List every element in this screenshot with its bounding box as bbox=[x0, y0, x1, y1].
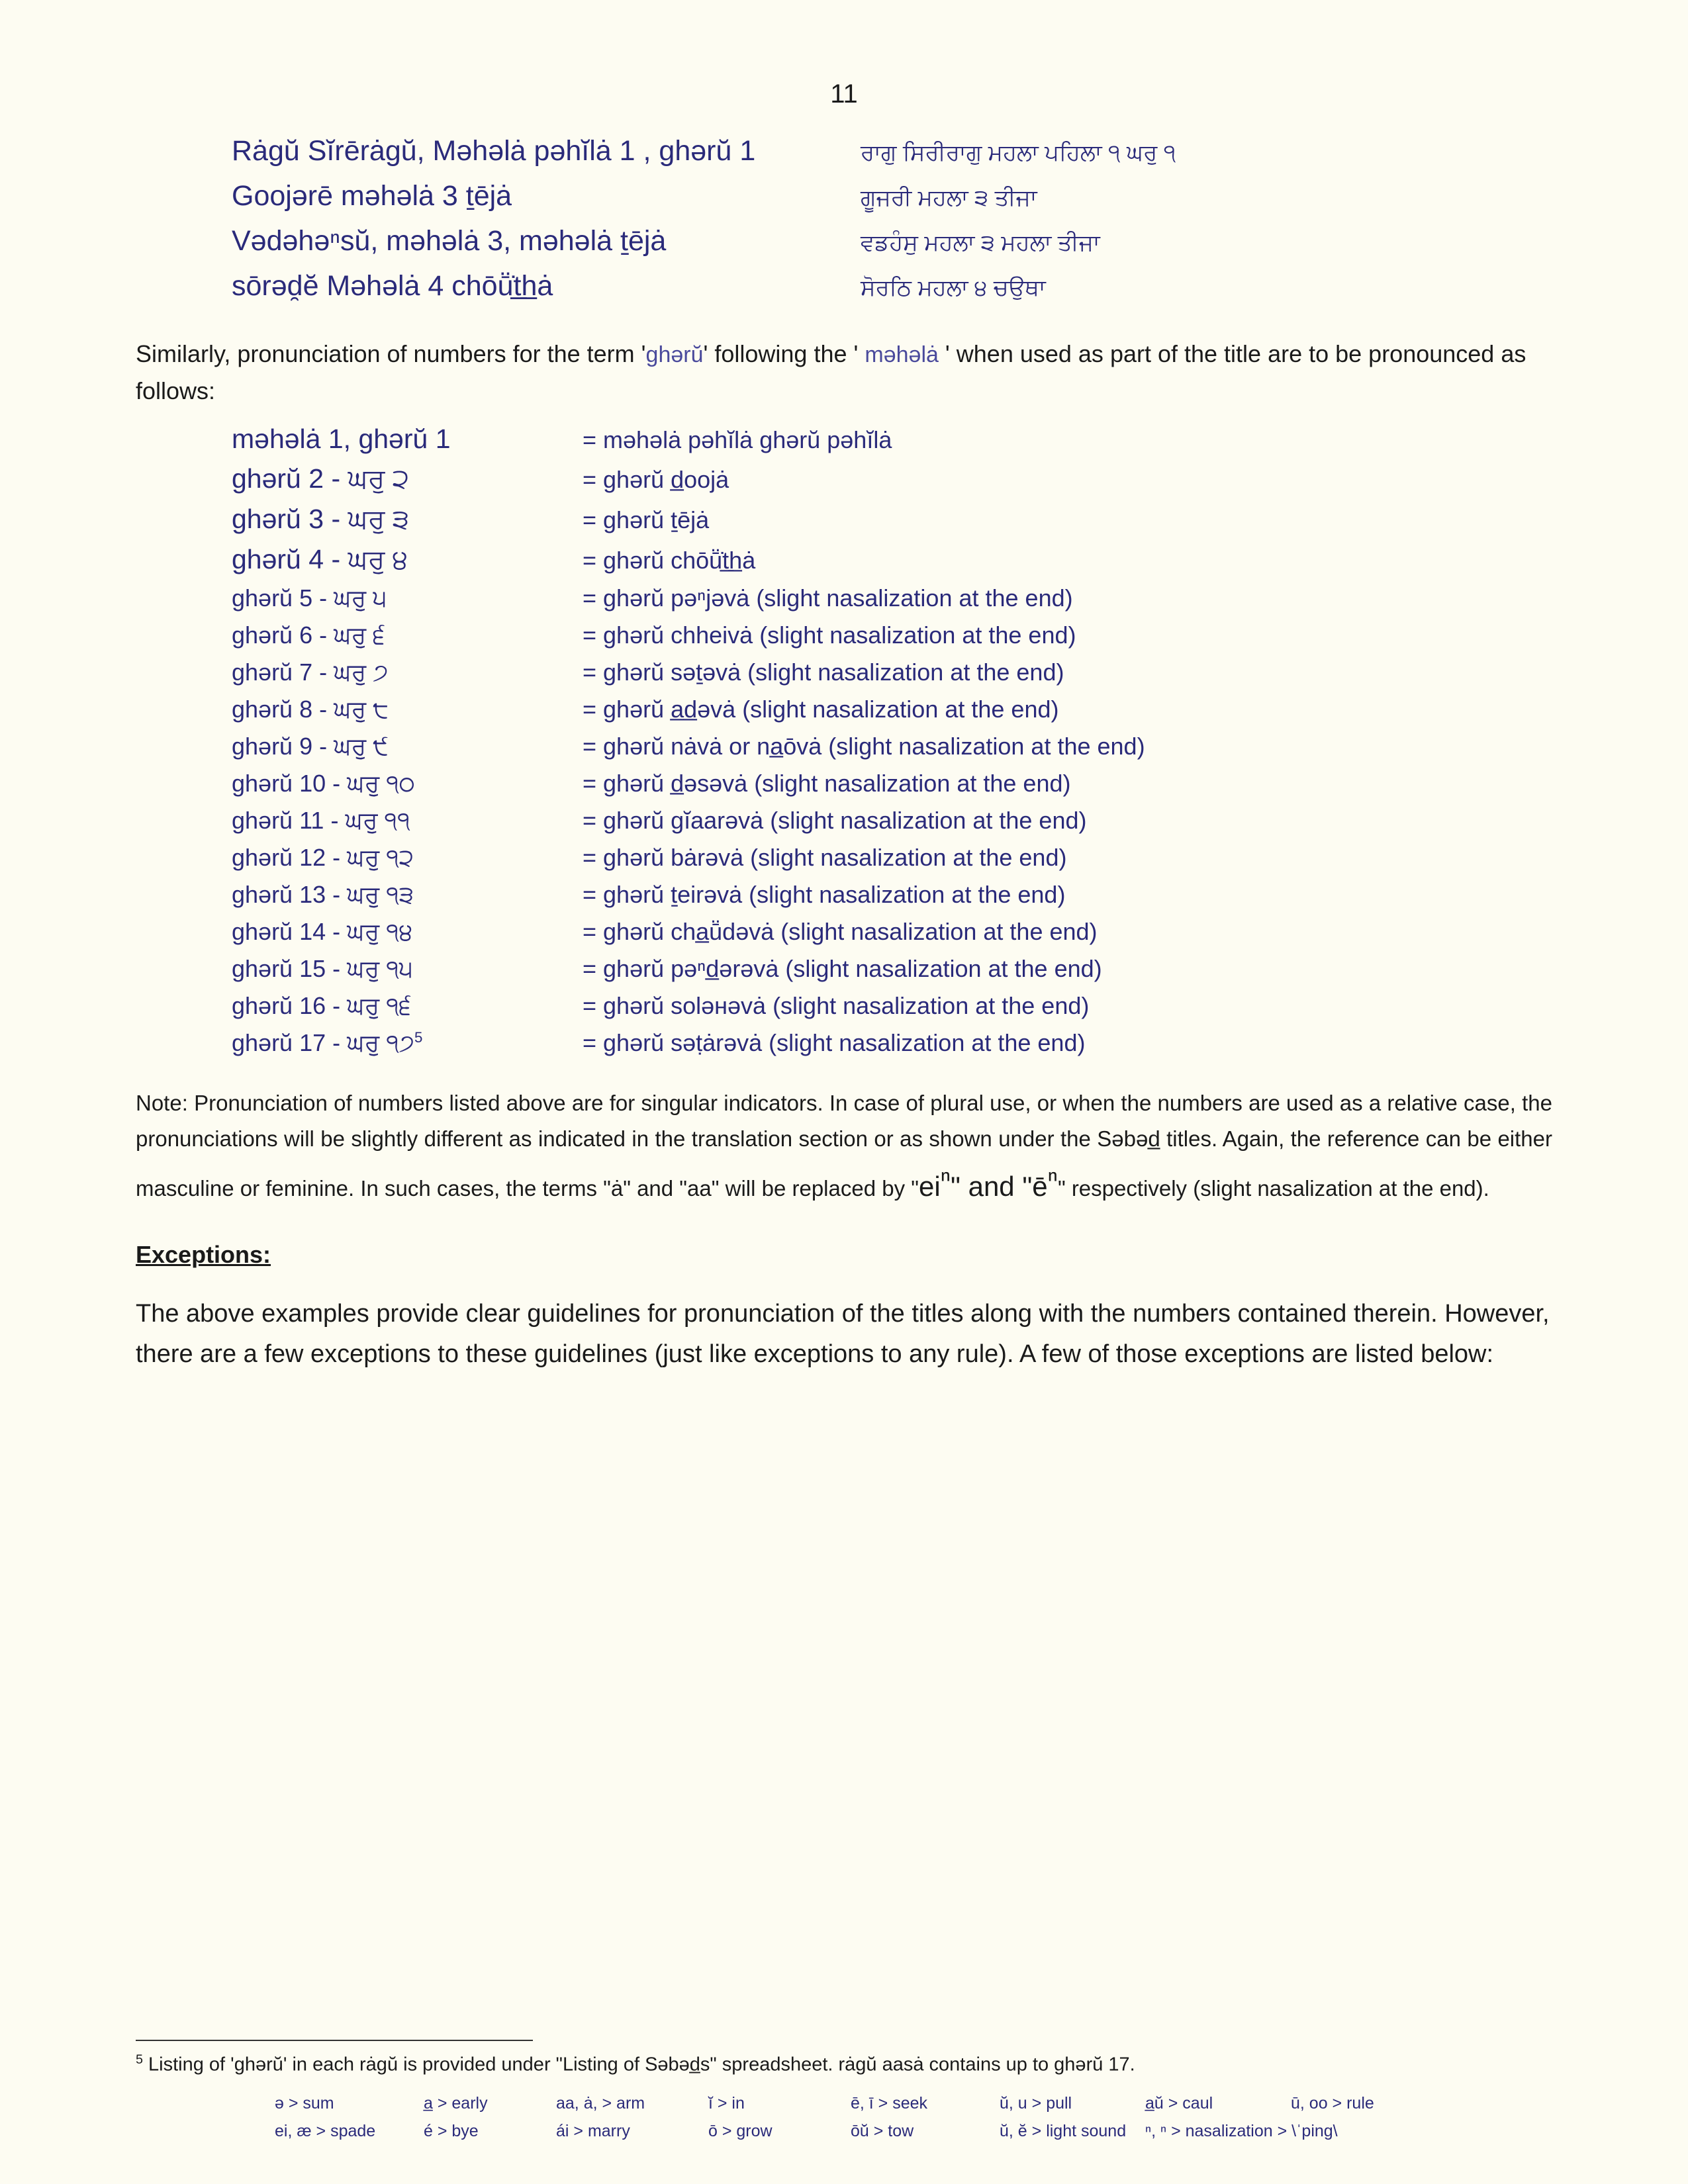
list-item bbox=[232, 584, 1552, 613]
gharu-pron-10: = ghərŭ gĭaarəvȧ (slight nasalization at the end) bbox=[583, 807, 1087, 835]
title-right-3: ਸੋਰਠਿ ਮਹਲਾ ੪ ਚਉਥਾ bbox=[861, 275, 1046, 300]
legend-row bbox=[275, 2122, 1552, 2141]
gharu-pron-4: = ghərŭ pəⁿjəvȧ (slight nasalization at the end) bbox=[583, 584, 1073, 612]
title-examples-block bbox=[232, 129, 1552, 309]
note-ee-sup: ⁿ bbox=[1047, 1163, 1058, 1195]
gharu-term-16 bbox=[232, 1029, 583, 1058]
note-text-c: " respectively (slight nasalization at the end). bbox=[1057, 1176, 1489, 1201]
footnote-marker-inline: 5 bbox=[414, 1029, 423, 1046]
gharu-pron-13: = ghərŭ cha̲ṻdəvȧ (slight nasalization at the end) bbox=[583, 918, 1098, 946]
note-ei: ei bbox=[918, 1171, 941, 1203]
legend-item: a̲ŭ > caul bbox=[1145, 2094, 1213, 2113]
legend-item: ōŭ̇ > tow bbox=[851, 2122, 914, 2140]
list-item bbox=[232, 733, 1552, 761]
gharu-pron-15: = ghərŭ soləнəvȧ (slight nasalization at the end) bbox=[583, 992, 1090, 1020]
gharu-term-2: ghərŭ 3 - ਘਰੁ ੩ bbox=[232, 504, 410, 535]
list-item bbox=[232, 621, 1552, 650]
legend-row bbox=[275, 2094, 1552, 2113]
list-item bbox=[232, 992, 1552, 1021]
legend-item: ei, æ > spade bbox=[275, 2122, 376, 2140]
title-row bbox=[232, 264, 1552, 309]
note-ee: ē bbox=[1032, 1171, 1048, 1203]
gharu-pron-12: = ghərŭ ṯeirəvȧ (slight nasalization at the end) bbox=[583, 881, 1066, 909]
intro-part3: ' when used as part of the title are to be pronounced as follows: bbox=[136, 340, 1526, 404]
page-number: 11 bbox=[830, 79, 858, 109]
exceptions-paragraph: The above examples provide clear guidelines for pronunciation of the titles along with the numbers contained therein. However, there are a few exceptions to these guidelines (just like exceptions to any rule). A few of those exceptions are listed below: bbox=[136, 1300, 1550, 1369]
gharu-term-12: ghərŭ 13 - ਘਰੁ ੧੩ bbox=[232, 881, 414, 909]
intro-part2: ' following the ' bbox=[703, 340, 865, 367]
gharu-pron-16: = ghərŭ səṭȧrəvȧ (slight nasalization at the end) bbox=[583, 1029, 1086, 1057]
gharu-pron-5: = ghərŭ chheivȧ (slight nasalization at the end) bbox=[583, 621, 1076, 649]
gharu-pron-11: = ghərŭ bȧrəvȧ (slight nasalization at the end) bbox=[583, 844, 1067, 872]
legend-item: ə > sum bbox=[275, 2094, 334, 2113]
gharu-term-1: ghərŭ 2 - ਘਰੁ ੨ bbox=[232, 463, 410, 494]
list-item bbox=[232, 544, 1552, 576]
title-row bbox=[232, 129, 1552, 174]
footnote-text bbox=[136, 2050, 1552, 2079]
pronunciation-legend bbox=[275, 2094, 1552, 2141]
legend-item: ē, ī > seek bbox=[851, 2094, 928, 2113]
legend-item: ŭ, u > pull bbox=[1000, 2094, 1072, 2113]
gharu-term-0: məhəlȧ 1, ghərŭ 1 bbox=[232, 424, 451, 455]
legend-item: é > bye bbox=[424, 2122, 479, 2140]
gharu-term-3: ghərŭ 4 - ਘਰੁ ੪ bbox=[232, 544, 408, 575]
list-item bbox=[232, 504, 1552, 535]
gharu-pron-1: = ghərŭ d̲oojȧ bbox=[583, 466, 729, 494]
gharu-pron-14: = ghərŭ pəⁿd̲ərəvȧ (slight nasalization at the end) bbox=[583, 955, 1102, 983]
note-paragraph bbox=[136, 1085, 1552, 1209]
gharu-term-16-text: ghərŭ 17 - ਘਰੁ ੧੭ bbox=[232, 1029, 414, 1057]
list-item bbox=[232, 955, 1552, 983]
list-item bbox=[232, 770, 1552, 798]
legend-item: ō > grow bbox=[708, 2122, 773, 2140]
gharu-term-8: ghərŭ 9 - ਘਰੁ ੯ bbox=[232, 733, 389, 760]
gharu-pronunciation-list bbox=[232, 424, 1552, 1058]
gharu-term-10: ghərŭ 11 - ਘਰੁ ੧੧ bbox=[232, 807, 410, 835]
legend-item: ⁿ, ⁿ > nasalization > \ˈping\ bbox=[1145, 2122, 1338, 2140]
list-item bbox=[232, 424, 1552, 455]
note-ei-sup: ⁿ bbox=[940, 1163, 951, 1195]
title-right-2: ਵਡਹੰਸੁ ਮਹਲਾ ੩ ਮਹਲਾ ਤੀਜਾ bbox=[861, 230, 1100, 255]
list-item bbox=[232, 807, 1552, 835]
legend-item: ū, oo > rule bbox=[1291, 2094, 1374, 2113]
gharu-term-6: ghərŭ 7 - ਘਰੁ ੭ bbox=[232, 659, 389, 686]
legend-item: aa, ȧ, > arm bbox=[556, 2094, 645, 2113]
gharu-term-9: ghərŭ 10 - ਘਰੁ ੧੦ bbox=[232, 770, 415, 797]
intro-part1: Similarly, pronunciation of numbers for the term ' bbox=[136, 340, 646, 367]
gharu-term-4: ghərŭ 5 - ਘਰੁ ੫ bbox=[232, 584, 387, 612]
title-left-3: sōrəd̯ĕ Məhəlȧ 4 chōṻ̇t̲h̲ȧ bbox=[232, 269, 553, 302]
gharu-term-14: ghərŭ 15 - ਘਰੁ ੧੫ bbox=[232, 955, 413, 983]
list-item bbox=[232, 659, 1552, 687]
title-right-0: ਰਾਗੁ ਸਿਰੀਰਾਗੁ ਮਹਲਾ ਪਹਿਲਾ ੧ ਘਰੁ ੧ bbox=[861, 140, 1176, 165]
gharu-term-5: ghərŭ 6 - ਘਰੁ ੬ bbox=[232, 621, 385, 649]
legend-item: ái > marry bbox=[556, 2122, 630, 2140]
intro-term-mahala: məhəlȧ bbox=[865, 341, 939, 367]
title-right-1: ਗੂਜਰੀ ਮਹਲਾ ੩ ਤੀਜਾ bbox=[861, 185, 1037, 210]
list-item bbox=[232, 918, 1552, 946]
footnote-body: Listing of 'ghərŭ' in each rȧgŭ is provided under "Listing of Səbəd̲s" spreadsheet. rȧgŭ aasȧ contains up to ghərŭ 17. bbox=[142, 2054, 1135, 2075]
footnote-divider bbox=[136, 2040, 533, 2041]
gharu-pron-6: = ghərŭ səṯəvȧ (slight nasalization at the end) bbox=[583, 659, 1064, 686]
footnote-number: 5 bbox=[136, 2052, 143, 2067]
title-row bbox=[232, 174, 1552, 219]
list-item-last bbox=[232, 1029, 1552, 1058]
legend-item: ŭ, ĕ > light sound bbox=[1000, 2122, 1127, 2140]
gharu-pron-9: = ghərŭ d̲əsəvȧ (slight nasalization at the end) bbox=[583, 770, 1071, 797]
title-row bbox=[232, 219, 1552, 264]
legend-item: a̲ > early bbox=[424, 2094, 488, 2113]
list-item bbox=[232, 844, 1552, 872]
gharu-pron-8: = ghərŭ nȧvȧ or na̲ōvȧ (slight nasalization at the end) bbox=[583, 733, 1145, 760]
note-text-b: " and " bbox=[951, 1171, 1033, 1203]
footnote-section bbox=[136, 2040, 1552, 2150]
gharu-pron-7: = ghərŭ a̲d̲əvȧ (slight nasalization at the end) bbox=[583, 696, 1059, 723]
gharu-term-15: ghərŭ 16 - ਘਰੁ ੧੬ bbox=[232, 992, 412, 1020]
intro-paragraph bbox=[136, 336, 1552, 410]
title-left-2: Vədəhəⁿsŭ, məhəlȧ 3, məhəlȧ ṯējȧ bbox=[232, 224, 667, 257]
intro-term-gharu: ghərŭ bbox=[645, 341, 704, 367]
gharu-term-13: ghərŭ 14 - ਘਰੁ ੧੪ bbox=[232, 918, 413, 946]
list-item bbox=[232, 696, 1552, 724]
legend-item: ĭ > in bbox=[708, 2094, 745, 2113]
gharu-term-7: ghərŭ 8 - ਘਰੁ ੮ bbox=[232, 696, 389, 723]
gharu-pron-2: = ghərŭ ṯējȧ bbox=[583, 506, 710, 534]
list-item bbox=[232, 881, 1552, 909]
list-item bbox=[232, 463, 1552, 495]
note-text-a: Note: Pronunciation of numbers listed above are for singular indicators. In case of plural use, or when the numbers are used as a relative case, the pronunciations will be slightly different as indicated in the translation section or as shown under the Səbəd̲ titles. Again, the reference can be either masculine or feminine. In such cases, the terms "ȧ" and "aa" will be replaced by " bbox=[136, 1091, 1552, 1201]
title-left-1: Goojərē məhəlȧ 3 ṯējȧ bbox=[232, 179, 512, 212]
gharu-pron-3: = ghərŭ chōṻ̇t̲h̲ȧ bbox=[583, 547, 756, 574]
title-left-0: Rȧgŭ Sĭrērȧgŭ, Məhəlȧ pəhĭlȧ 1 , ghərŭ 1 bbox=[232, 135, 756, 167]
exceptions-heading: Exceptions: bbox=[136, 1241, 271, 1269]
gharu-term-11: ghərŭ 12 - ਘਰੁ ੧੨ bbox=[232, 844, 414, 872]
gharu-pron-0: = məhəlȧ pəhĭlȧ ghərŭ pəhĭlȧ bbox=[583, 426, 892, 454]
